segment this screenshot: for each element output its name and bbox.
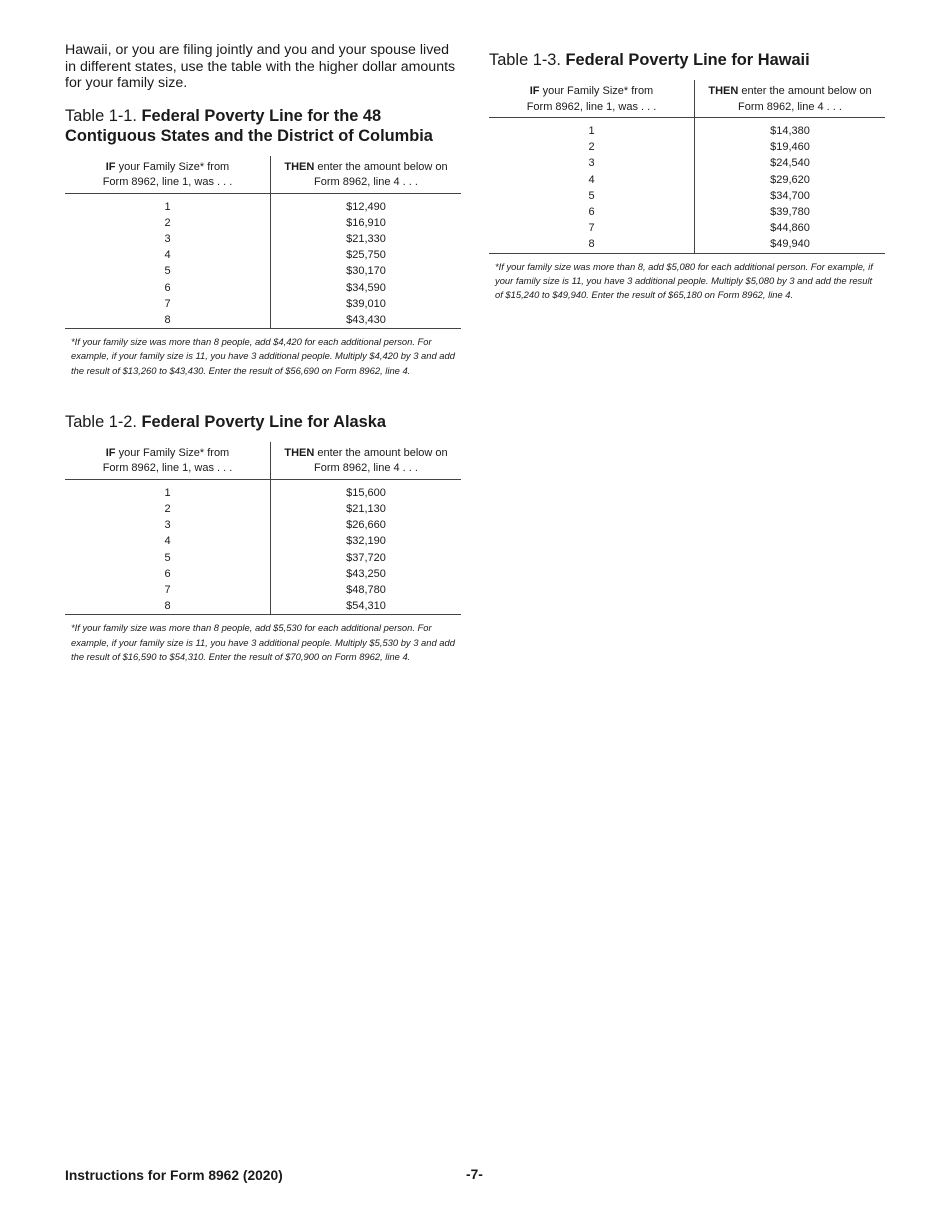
then-rest: enter the amount below on bbox=[738, 85, 872, 97]
if-rest: your Family Size* from bbox=[115, 446, 230, 459]
family-size: 3 bbox=[489, 155, 695, 171]
table2-title bbox=[65, 412, 461, 432]
table-row bbox=[65, 193, 461, 215]
then-bold: THEN bbox=[708, 85, 739, 97]
table-row bbox=[489, 204, 885, 220]
poverty-amount: $37,720 bbox=[346, 551, 386, 564]
table3-prefix: Table 1-3. bbox=[489, 51, 566, 69]
family-size: 1 bbox=[65, 479, 271, 501]
poverty-amount: $16,910 bbox=[346, 216, 386, 229]
then-line2: Form 8962, line 4 . . . bbox=[738, 100, 842, 113]
poverty-amount: $12,490 bbox=[346, 200, 386, 213]
poverty-amount: $43,430 bbox=[271, 312, 462, 329]
if-line2: Form 8962, line 1, was . . . bbox=[102, 176, 233, 188]
table2-if-header bbox=[65, 442, 271, 480]
right-column bbox=[489, 42, 885, 302]
poverty-amount: $34,590 bbox=[346, 281, 386, 294]
table-row bbox=[65, 280, 461, 296]
then-rest: enter the amount below on bbox=[314, 446, 448, 459]
family-size: 4 bbox=[65, 533, 271, 549]
then-bold: THEN bbox=[284, 160, 315, 173]
poverty-amount: $21,130 bbox=[346, 502, 386, 515]
family-size: 7 bbox=[65, 296, 271, 312]
table2-title-text: Federal Poverty Line for Alaska bbox=[141, 412, 386, 431]
table3-then-header bbox=[695, 80, 886, 118]
table2-prefix: Table 1-2. bbox=[65, 412, 142, 431]
poverty-amount: $15,600 bbox=[346, 486, 386, 499]
table1-if-header bbox=[65, 156, 271, 194]
if-line2: Form 8962, line 1, was . . . bbox=[102, 462, 233, 475]
table-row bbox=[65, 479, 461, 501]
family-size: 5 bbox=[489, 188, 695, 204]
if-bold: IF bbox=[105, 446, 116, 459]
family-size: 3 bbox=[65, 231, 271, 247]
table1 bbox=[65, 156, 461, 330]
poverty-amount: $34,700 bbox=[770, 189, 810, 202]
if-rest: your Family Size* from bbox=[539, 85, 654, 97]
family-size: 1 bbox=[65, 193, 271, 215]
family-size: 5 bbox=[65, 550, 271, 566]
table-row bbox=[489, 118, 885, 140]
table-row bbox=[489, 155, 885, 171]
family-size: 7 bbox=[489, 220, 695, 236]
family-size: 4 bbox=[65, 247, 271, 263]
poverty-amount: $19,460 bbox=[770, 141, 810, 154]
poverty-amount: $26,660 bbox=[346, 519, 386, 532]
poverty-amount: $30,170 bbox=[346, 265, 386, 278]
table-row bbox=[65, 501, 461, 517]
family-size: 2 bbox=[65, 215, 271, 231]
family-size: 8 bbox=[65, 598, 271, 615]
table-row bbox=[489, 172, 885, 188]
family-size: 1 bbox=[489, 118, 695, 140]
then-rest: enter the amount below on bbox=[314, 160, 448, 173]
family-size: 4 bbox=[489, 172, 695, 188]
table2-footnote: *If your family size was more than 8 people, add $5,530 for each additional person. For example, if your family size is 11, you have 3 additional people. Multiply $5,530 by 3 and add the result of $16,590 to $54,310. Enter the result of $70,900 on Form 8962, line 4. bbox=[71, 622, 455, 662]
family-size: 2 bbox=[65, 501, 271, 517]
table1-prefix: Table 1-1. bbox=[65, 106, 142, 125]
family-size: 8 bbox=[65, 312, 271, 329]
table3-title-text: Federal Poverty Line for Hawaii bbox=[565, 51, 810, 69]
poverty-amount: $54,310 bbox=[271, 598, 462, 615]
table-row bbox=[65, 582, 461, 598]
poverty-amount: $43,250 bbox=[346, 567, 386, 580]
table1-title-text: Federal Poverty Line for the 48 Contiguous States and the District of Columbia bbox=[65, 106, 433, 145]
poverty-amount: $44,860 bbox=[770, 222, 810, 235]
table-row bbox=[489, 188, 885, 204]
then-line2: Form 8962, line 4 . . . bbox=[314, 176, 418, 188]
table-row bbox=[65, 215, 461, 231]
family-size: 5 bbox=[65, 263, 271, 279]
table3-footnote: *If your family size was more than 8, add $5,080 for each additional person. For example, if your family size is 11, you have 3 additional people. Multiply $5,080 by 3 and add the result of $15,240 to $49,940. Enter the result of $65,180 on Form 8962, line 4. bbox=[495, 260, 873, 301]
poverty-amount: $39,010 bbox=[346, 297, 386, 310]
family-size: 6 bbox=[65, 280, 271, 296]
table2 bbox=[65, 442, 461, 616]
left-column bbox=[65, 42, 461, 664]
footer-form-title: Instructions for Form 8962 (2020) bbox=[65, 1168, 283, 1183]
table-row bbox=[65, 550, 461, 566]
poverty-amount: $25,750 bbox=[346, 249, 386, 262]
poverty-amount: $24,540 bbox=[770, 157, 810, 170]
table3 bbox=[489, 80, 885, 254]
table-row bbox=[65, 533, 461, 549]
family-size: 7 bbox=[65, 582, 271, 598]
poverty-amount: $49,940 bbox=[695, 236, 886, 253]
table2-then-header bbox=[271, 442, 462, 480]
intro-paragraph: Hawaii, or you are filing jointly and you and your spouse lived in different states, use the table with the higher dollar amounts for your family size. bbox=[65, 42, 456, 91]
table-row bbox=[65, 598, 461, 615]
poverty-amount: $29,620 bbox=[770, 173, 810, 186]
if-bold: IF bbox=[105, 160, 116, 173]
table1-then-header bbox=[271, 156, 462, 194]
table1-footnote: *If your family size was more than 8 people, add $4,420 for each additional person. For example, if your family size is 11, you have 3 additional people. Multiply $4,420 by 3 and add the result of $13,260 to $43,430. Enter the result of $56,690 on Form 8962, line 4. bbox=[71, 336, 455, 376]
then-bold: THEN bbox=[284, 446, 315, 459]
then-line2: Form 8962, line 4 . . . bbox=[314, 462, 418, 475]
table-row bbox=[65, 247, 461, 263]
table-row bbox=[489, 236, 885, 253]
table-row bbox=[65, 296, 461, 312]
table3-if-header bbox=[489, 80, 695, 118]
page-number: -7- bbox=[466, 1167, 483, 1182]
poverty-amount: $14,380 bbox=[770, 125, 810, 137]
table-row bbox=[65, 263, 461, 279]
table-row bbox=[65, 312, 461, 329]
poverty-amount: $21,330 bbox=[346, 232, 386, 245]
if-rest: your Family Size* from bbox=[115, 160, 230, 173]
table-row bbox=[65, 231, 461, 247]
poverty-amount: $39,780 bbox=[770, 206, 810, 219]
table3-title bbox=[489, 50, 885, 70]
family-size: 8 bbox=[489, 236, 695, 253]
poverty-amount: $32,190 bbox=[346, 535, 386, 548]
family-size: 3 bbox=[65, 517, 271, 533]
family-size: 2 bbox=[489, 139, 695, 155]
table-row bbox=[65, 566, 461, 582]
poverty-amount: $48,780 bbox=[346, 583, 386, 596]
table1-title bbox=[65, 106, 445, 146]
table-row bbox=[489, 139, 885, 155]
family-size: 6 bbox=[65, 566, 271, 582]
family-size: 6 bbox=[489, 204, 695, 220]
if-bold: IF bbox=[529, 85, 540, 97]
table-row bbox=[489, 220, 885, 236]
if-line2: Form 8962, line 1, was . . . bbox=[526, 100, 657, 113]
table-row bbox=[65, 517, 461, 533]
